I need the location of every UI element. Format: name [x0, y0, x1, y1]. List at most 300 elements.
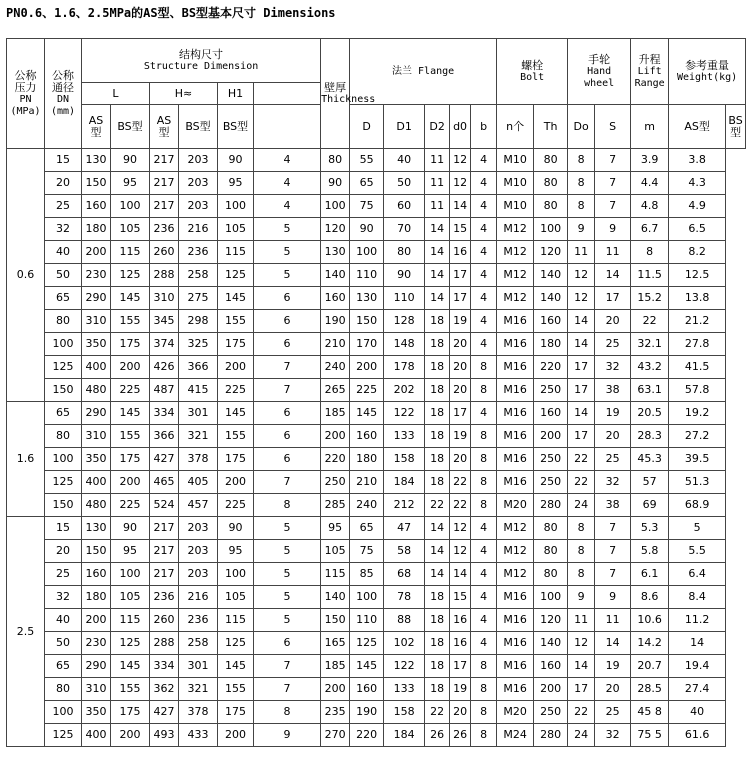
cell-d1: 75: [350, 195, 384, 218]
cell-b: 19: [450, 425, 471, 448]
cell-th: M16: [497, 655, 534, 678]
cell-h1: 125: [218, 632, 254, 655]
table-header: [7, 39, 746, 149]
cell-h1: 145: [218, 402, 254, 425]
cell-th: M20: [497, 494, 534, 517]
cell-l-as: 150: [82, 540, 111, 563]
cell-b: 20: [450, 701, 471, 724]
cell-m: 32: [595, 471, 631, 494]
cell-th: M16: [497, 586, 534, 609]
cell-m: 9: [595, 218, 631, 241]
cell-l-bs: 105: [111, 218, 150, 241]
cell-d1: 100: [350, 241, 384, 264]
table-row: [7, 517, 746, 540]
cell-l-as: 130: [82, 149, 111, 172]
cell-weight-as: 22: [631, 310, 669, 333]
cell-d0: 18: [425, 310, 450, 333]
cell-d0: 26: [425, 724, 450, 747]
cell-l-bs: 125: [111, 264, 150, 287]
cell-h1: 225: [218, 494, 254, 517]
cell-h-as: 493: [150, 724, 179, 747]
cell-d2: 158: [384, 448, 425, 471]
cell-l-as: 160: [82, 195, 111, 218]
cell-d: 240: [321, 356, 350, 379]
cell-d1: 220: [350, 724, 384, 747]
cell-b: 12: [450, 540, 471, 563]
cell-m: 38: [595, 494, 631, 517]
cell-weight-bs: 27.2: [669, 425, 726, 448]
cell-n: 8: [471, 701, 497, 724]
cell-b: 20: [450, 356, 471, 379]
cell-weight-bs: 40: [669, 701, 726, 724]
cell-d: 200: [321, 425, 350, 448]
cell-m: 25: [595, 333, 631, 356]
cell-d2: 133: [384, 425, 425, 448]
cell-d0: 18: [425, 632, 450, 655]
cell-h1: 155: [218, 678, 254, 701]
cell-b: 15: [450, 218, 471, 241]
cell-d2: 158: [384, 701, 425, 724]
cell-d1: 130: [350, 287, 384, 310]
cell-l-bs: 155: [111, 425, 150, 448]
cell-weight-as: 15.2: [631, 287, 669, 310]
cell-d: 130: [321, 241, 350, 264]
cell-weight-as: 8: [631, 241, 669, 264]
cell-l-as: 230: [82, 264, 111, 287]
cell-m: 38: [595, 379, 631, 402]
cell-th: M20: [497, 701, 534, 724]
cell-weight-as: 43.2: [631, 356, 669, 379]
cell-b: 17: [450, 655, 471, 678]
cell-d2: 128: [384, 310, 425, 333]
cell-h1: 95: [218, 540, 254, 563]
cell-h1: 225: [218, 379, 254, 402]
cell-do: 220: [534, 356, 568, 379]
cell-l-bs: 225: [111, 379, 150, 402]
cell-l-as: 200: [82, 609, 111, 632]
cell-b: 20: [450, 333, 471, 356]
cell-dn: 125: [45, 724, 82, 747]
cell-d2: 58: [384, 540, 425, 563]
cell-m: 11: [595, 241, 631, 264]
cell-dn: 25: [45, 563, 82, 586]
cell-d1: 65: [350, 517, 384, 540]
cell-d: 250: [321, 471, 350, 494]
cell-d2: 70: [384, 218, 425, 241]
cell-th: M12: [497, 517, 534, 540]
cell-m: 7: [595, 172, 631, 195]
table-row: [7, 287, 746, 310]
cell-weight-as: 6.1: [631, 563, 669, 586]
cell-h-bs: 203: [179, 563, 218, 586]
cell-d0: 14: [425, 218, 450, 241]
cell-l-as: 290: [82, 655, 111, 678]
cell-l-as: 200: [82, 241, 111, 264]
cell-d0: 18: [425, 333, 450, 356]
cell-weight-bs: 11.2: [669, 609, 726, 632]
cell-do: 250: [534, 471, 568, 494]
cell-m: 11: [595, 609, 631, 632]
cell-do: 180: [534, 333, 568, 356]
cell-d1: 170: [350, 333, 384, 356]
cell-l-bs: 175: [111, 701, 150, 724]
cell-s: 17: [568, 356, 595, 379]
cell-weight-bs: 19.4: [669, 655, 726, 678]
cell-h1: 155: [218, 425, 254, 448]
cell-h-as: 217: [150, 540, 179, 563]
header-bolt: 螺栓 Bolt: [497, 39, 568, 105]
cell-h-as: 236: [150, 586, 179, 609]
cell-weight-as: 6.7: [631, 218, 669, 241]
cell-s: 12: [568, 632, 595, 655]
header-H1-bs: BS型: [218, 105, 254, 149]
cell-do: 140: [534, 632, 568, 655]
cell-h-bs: 457: [179, 494, 218, 517]
cell-d: 90: [321, 172, 350, 195]
cell-l-bs: 175: [111, 333, 150, 356]
cell-th: M10: [497, 195, 534, 218]
cell-d2: 80: [384, 241, 425, 264]
cell-s: 8: [568, 563, 595, 586]
cell-d: 235: [321, 701, 350, 724]
cell-d0: 22: [425, 494, 450, 517]
header-H-as: AS 型: [150, 105, 179, 149]
cell-m: 7: [595, 517, 631, 540]
table-row: [7, 333, 746, 356]
cell-h-as: 465: [150, 471, 179, 494]
cell-h-bs: 275: [179, 287, 218, 310]
cell-do: 80: [534, 563, 568, 586]
cell-weight-bs: 14: [669, 632, 726, 655]
cell-h1: 145: [218, 287, 254, 310]
table-row: [7, 264, 746, 287]
cell-d0: 11: [425, 172, 450, 195]
pn-cell: 0.6: [7, 149, 45, 402]
cell-s: 22: [568, 471, 595, 494]
cell-dn: 65: [45, 655, 82, 678]
header-pn: 公称 压力 PN (MPa): [7, 39, 45, 149]
cell-thickness: 7: [254, 678, 321, 701]
cell-h-as: 260: [150, 609, 179, 632]
cell-h-bs: 258: [179, 264, 218, 287]
cell-m: 25: [595, 448, 631, 471]
cell-h-as: 260: [150, 241, 179, 264]
cell-l-as: 350: [82, 333, 111, 356]
cell-weight-bs: 13.8: [669, 287, 726, 310]
cell-s: 22: [568, 448, 595, 471]
cell-m: 7: [595, 540, 631, 563]
cell-s: 8: [568, 149, 595, 172]
cell-s: 14: [568, 310, 595, 333]
table-row: [7, 563, 746, 586]
cell-do: 280: [534, 724, 568, 747]
cell-h-as: 217: [150, 172, 179, 195]
cell-n: 8: [471, 379, 497, 402]
cell-s: 22: [568, 701, 595, 724]
cell-th: M12: [497, 264, 534, 287]
cell-n: 4: [471, 264, 497, 287]
cell-n: 4: [471, 540, 497, 563]
cell-dn: 40: [45, 241, 82, 264]
cell-h-bs: 203: [179, 540, 218, 563]
cell-h-as: 217: [150, 149, 179, 172]
cell-d1: 110: [350, 264, 384, 287]
cell-l-bs: 145: [111, 287, 150, 310]
cell-b: 17: [450, 402, 471, 425]
cell-h1: 100: [218, 195, 254, 218]
cell-h-as: 334: [150, 402, 179, 425]
cell-d1: 75: [350, 540, 384, 563]
cell-h-bs: 216: [179, 218, 218, 241]
cell-l-bs: 90: [111, 517, 150, 540]
cell-weight-as: 75 5: [631, 724, 669, 747]
cell-l-as: 400: [82, 724, 111, 747]
cell-s: 14: [568, 655, 595, 678]
cell-l-as: 150: [82, 172, 111, 195]
cell-d2: 68: [384, 563, 425, 586]
cell-l-bs: 225: [111, 494, 150, 517]
cell-l-bs: 115: [111, 609, 150, 632]
cell-weight-bs: 51.3: [669, 471, 726, 494]
cell-l-as: 480: [82, 494, 111, 517]
cell-weight-bs: 57.8: [669, 379, 726, 402]
cell-h-bs: 378: [179, 448, 218, 471]
cell-n: 4: [471, 517, 497, 540]
header-m: m: [631, 105, 669, 149]
cell-do: 250: [534, 448, 568, 471]
cell-d2: 178: [384, 356, 425, 379]
cell-d0: 22: [425, 701, 450, 724]
cell-do: 250: [534, 701, 568, 724]
cell-h1: 175: [218, 701, 254, 724]
cell-weight-as: 14.2: [631, 632, 669, 655]
cell-d2: 184: [384, 471, 425, 494]
cell-d: 165: [321, 632, 350, 655]
cell-l-bs: 155: [111, 310, 150, 333]
cell-h-bs: 301: [179, 655, 218, 678]
cell-do: 280: [534, 494, 568, 517]
table-row: [7, 356, 746, 379]
header-d0: d0: [450, 105, 471, 149]
cell-weight-as: 11.5: [631, 264, 669, 287]
cell-dn: 50: [45, 264, 82, 287]
table-row: [7, 218, 746, 241]
cell-dn: 80: [45, 678, 82, 701]
header-L-as: AS 型: [82, 105, 111, 149]
cell-thickness: 8: [254, 494, 321, 517]
cell-l-as: 230: [82, 632, 111, 655]
cell-d: 185: [321, 402, 350, 425]
cell-h-bs: 203: [179, 195, 218, 218]
cell-b: 16: [450, 609, 471, 632]
header-Do: Do: [568, 105, 595, 149]
cell-b: 20: [450, 379, 471, 402]
cell-h-bs: 203: [179, 149, 218, 172]
cell-m: 7: [595, 563, 631, 586]
cell-l-as: 400: [82, 356, 111, 379]
cell-l-as: 350: [82, 448, 111, 471]
cell-weight-as: 5.8: [631, 540, 669, 563]
cell-h1: 105: [218, 218, 254, 241]
cell-do: 80: [534, 172, 568, 195]
cell-b: 17: [450, 287, 471, 310]
cell-n: 4: [471, 172, 497, 195]
cell-thickness: 5: [254, 609, 321, 632]
cell-th: M10: [497, 149, 534, 172]
pn-cell: 2.5: [7, 517, 45, 747]
cell-dn: 65: [45, 287, 82, 310]
cell-b: 16: [450, 632, 471, 655]
cell-th: M16: [497, 425, 534, 448]
cell-h1: 105: [218, 586, 254, 609]
cell-thickness: 5: [254, 218, 321, 241]
cell-m: 32: [595, 724, 631, 747]
cell-h-bs: 203: [179, 517, 218, 540]
cell-thickness: 6: [254, 333, 321, 356]
cell-do: 140: [534, 264, 568, 287]
cell-n: 4: [471, 241, 497, 264]
cell-weight-as: 4.4: [631, 172, 669, 195]
cell-d0: 11: [425, 149, 450, 172]
cell-th: M12: [497, 218, 534, 241]
cell-h-bs: 258: [179, 632, 218, 655]
cell-d1: 55: [350, 149, 384, 172]
cell-d2: 40: [384, 149, 425, 172]
cell-thickness: 6: [254, 402, 321, 425]
cell-l-as: 130: [82, 517, 111, 540]
cell-l-as: 310: [82, 425, 111, 448]
cell-d1: 160: [350, 678, 384, 701]
cell-s: 12: [568, 264, 595, 287]
cell-s: 8: [568, 172, 595, 195]
cell-do: 80: [534, 517, 568, 540]
cell-thickness: 5: [254, 517, 321, 540]
cell-s: 24: [568, 724, 595, 747]
cell-weight-bs: 68.9: [669, 494, 726, 517]
cell-h-as: 217: [150, 517, 179, 540]
cell-d2: 60: [384, 195, 425, 218]
header-D1: D1: [384, 105, 425, 149]
cell-thickness: 6: [254, 448, 321, 471]
table-row: [7, 172, 746, 195]
cell-d2: 50: [384, 172, 425, 195]
cell-th: M12: [497, 287, 534, 310]
cell-m: 7: [595, 149, 631, 172]
cell-h1: 115: [218, 241, 254, 264]
cell-thickness: 5: [254, 586, 321, 609]
cell-thickness: 7: [254, 356, 321, 379]
cell-weight-as: 3.9: [631, 149, 669, 172]
cell-l-bs: 100: [111, 563, 150, 586]
cell-b: 12: [450, 517, 471, 540]
cell-dn: 100: [45, 448, 82, 471]
cell-dn: 15: [45, 149, 82, 172]
cell-d0: 14: [425, 287, 450, 310]
cell-d0: 18: [425, 471, 450, 494]
cell-h-as: 524: [150, 494, 179, 517]
cell-m: 14: [595, 264, 631, 287]
cell-h-bs: 415: [179, 379, 218, 402]
cell-dn: 65: [45, 402, 82, 425]
cell-dn: 50: [45, 632, 82, 655]
cell-d1: 145: [350, 402, 384, 425]
cell-h1: 155: [218, 310, 254, 333]
cell-thickness: 5: [254, 241, 321, 264]
cell-d: 80: [321, 149, 350, 172]
table-row: [7, 678, 746, 701]
cell-s: 9: [568, 586, 595, 609]
cell-n: 4: [471, 563, 497, 586]
cell-h-bs: 321: [179, 678, 218, 701]
cell-weight-bs: 19.2: [669, 402, 726, 425]
cell-h1: 175: [218, 333, 254, 356]
cell-dn: 100: [45, 701, 82, 724]
cell-weight-bs: 5.5: [669, 540, 726, 563]
header-L: L: [82, 83, 150, 105]
cell-dn: 40: [45, 609, 82, 632]
cell-weight-as: 8.6: [631, 586, 669, 609]
cell-l-as: 310: [82, 678, 111, 701]
cell-h-bs: 433: [179, 724, 218, 747]
header-weight-as: AS型: [669, 105, 726, 149]
cell-b: 16: [450, 241, 471, 264]
cell-do: 100: [534, 586, 568, 609]
cell-b: 26: [450, 724, 471, 747]
cell-d0: 14: [425, 241, 450, 264]
cell-d: 140: [321, 586, 350, 609]
cell-h-as: 288: [150, 632, 179, 655]
cell-d: 200: [321, 678, 350, 701]
cell-d: 140: [321, 264, 350, 287]
cell-h-bs: 216: [179, 586, 218, 609]
cell-th: M12: [497, 540, 534, 563]
cell-weight-as: 20.5: [631, 402, 669, 425]
cell-dn: 32: [45, 586, 82, 609]
cell-l-bs: 145: [111, 402, 150, 425]
cell-d: 190: [321, 310, 350, 333]
cell-do: 250: [534, 379, 568, 402]
cell-do: 160: [534, 402, 568, 425]
cell-h-as: 362: [150, 678, 179, 701]
cell-b: 12: [450, 172, 471, 195]
cell-n: 4: [471, 586, 497, 609]
cell-b: 14: [450, 195, 471, 218]
cell-do: 200: [534, 678, 568, 701]
cell-d: 285: [321, 494, 350, 517]
cell-n: 8: [471, 448, 497, 471]
cell-l-bs: 200: [111, 356, 150, 379]
cell-d2: 47: [384, 517, 425, 540]
dimensions-table: [6, 38, 746, 747]
cell-s: 8: [568, 195, 595, 218]
cell-d: 120: [321, 218, 350, 241]
cell-n: 8: [471, 494, 497, 517]
cell-d1: 145: [350, 655, 384, 678]
cell-weight-as: 69: [631, 494, 669, 517]
cell-h1: 90: [218, 149, 254, 172]
cell-thickness: 8: [254, 701, 321, 724]
cell-l-bs: 95: [111, 172, 150, 195]
table-row: [7, 241, 746, 264]
cell-th: M16: [497, 402, 534, 425]
cell-m: 7: [595, 195, 631, 218]
cell-d0: 18: [425, 655, 450, 678]
cell-s: 12: [568, 287, 595, 310]
header-handwheel: 手轮 Hand wheel: [568, 39, 631, 105]
table-row: [7, 195, 746, 218]
cell-d1: 150: [350, 310, 384, 333]
cell-l-bs: 100: [111, 195, 150, 218]
